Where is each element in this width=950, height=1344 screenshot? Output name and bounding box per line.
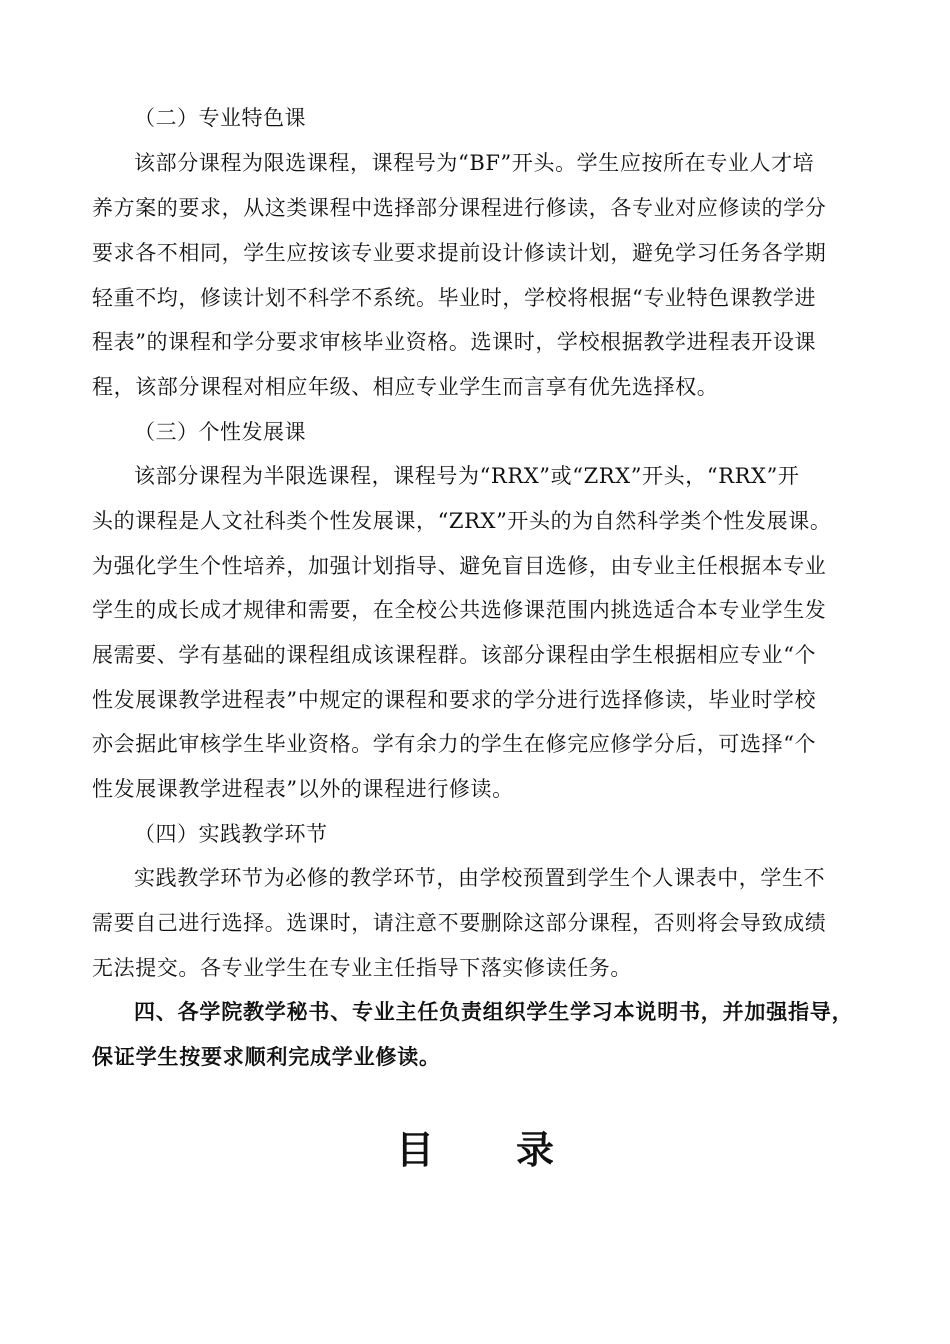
paragraph-line: 轻重不均，修读计划不科学不系统。毕业时，学校将根据“专业特色课教学进 [92, 286, 817, 310]
paragraph-line: 学生的成长成才规律和需要，在全校公共选修课范围内挑选适合本专业学生发 [92, 598, 827, 622]
paragraph-line: 性发展课教学进程表”中规定的课程和要求的学分进行选择修读，毕业时学校 [92, 688, 817, 712]
toc-title: 目录 [395, 1128, 636, 1172]
paragraph-line: 该部分课程为限选课程，课程号为“BF”开头。学生应按所在专业人才培 [134, 151, 815, 175]
paragraph-line: 要求各不相同，学生应按该专业要求提前设计修读计划，避免学习任务各学期 [92, 241, 827, 265]
bold-paragraph-line: 四、各学院教学秘书、专业主任负责组织学生学习本说明书，并加强指导， [134, 1000, 854, 1024]
paragraph-line: 为强化学生个性培养，加强计划指导、避免盲目选修，由专业主任根据本专业 [92, 554, 827, 578]
paragraph-line: 需要自己进行选择。选课时，请注意不要删除这部分课程，否则将会导致成绩 [92, 911, 827, 935]
paragraph-line: 展需要、学有基础的课程组成该课程群。该部分课程由学生根据相应专业“个 [92, 643, 817, 667]
bold-paragraph-line: 保证学生按要求顺利完成学业修读。 [92, 1045, 441, 1069]
paragraph-line: 亦会据此审核学生毕业资格。学有余力的学生在修完应修学分后，可选择“个 [92, 732, 817, 756]
paragraph-line: 该部分课程为半限选课程，课程号为“RRX”或“ZRX”开头，“RRX”开 [134, 464, 800, 488]
section-heading-specialty-courses: （二）专业特色课 [134, 106, 306, 130]
paragraph-line: 实践教学环节为必修的教学环节，由学校预置到学生个人课表中，学生不 [134, 866, 826, 890]
paragraph-line: 头的课程是人文社科类个性发展课，“ZRX”开头的为自然科学类个性发展课。 [92, 509, 832, 533]
section-heading-personal-development-courses: （三）个性发展课 [134, 420, 306, 444]
section-heading-practical-teaching: （四）实践教学环节 [134, 822, 328, 846]
paragraph-line: 程表”的课程和学分要求审核毕业资格。选课时，学校根据教学进程表开设课 [92, 330, 817, 354]
paragraph-line: 性发展课教学进程表”以外的课程进行修读。 [92, 777, 514, 801]
paragraph-line: 无法提交。各专业学生在专业主任指导下落实修读任务。 [92, 956, 632, 980]
paragraph-line: 程，该部分课程对相应年级、相应专业学生而言享有优先选择权。 [92, 375, 719, 399]
paragraph-line: 养方案的要求，从这类课程中选择部分课程进行修读，各专业对应修读的学分 [92, 196, 827, 220]
